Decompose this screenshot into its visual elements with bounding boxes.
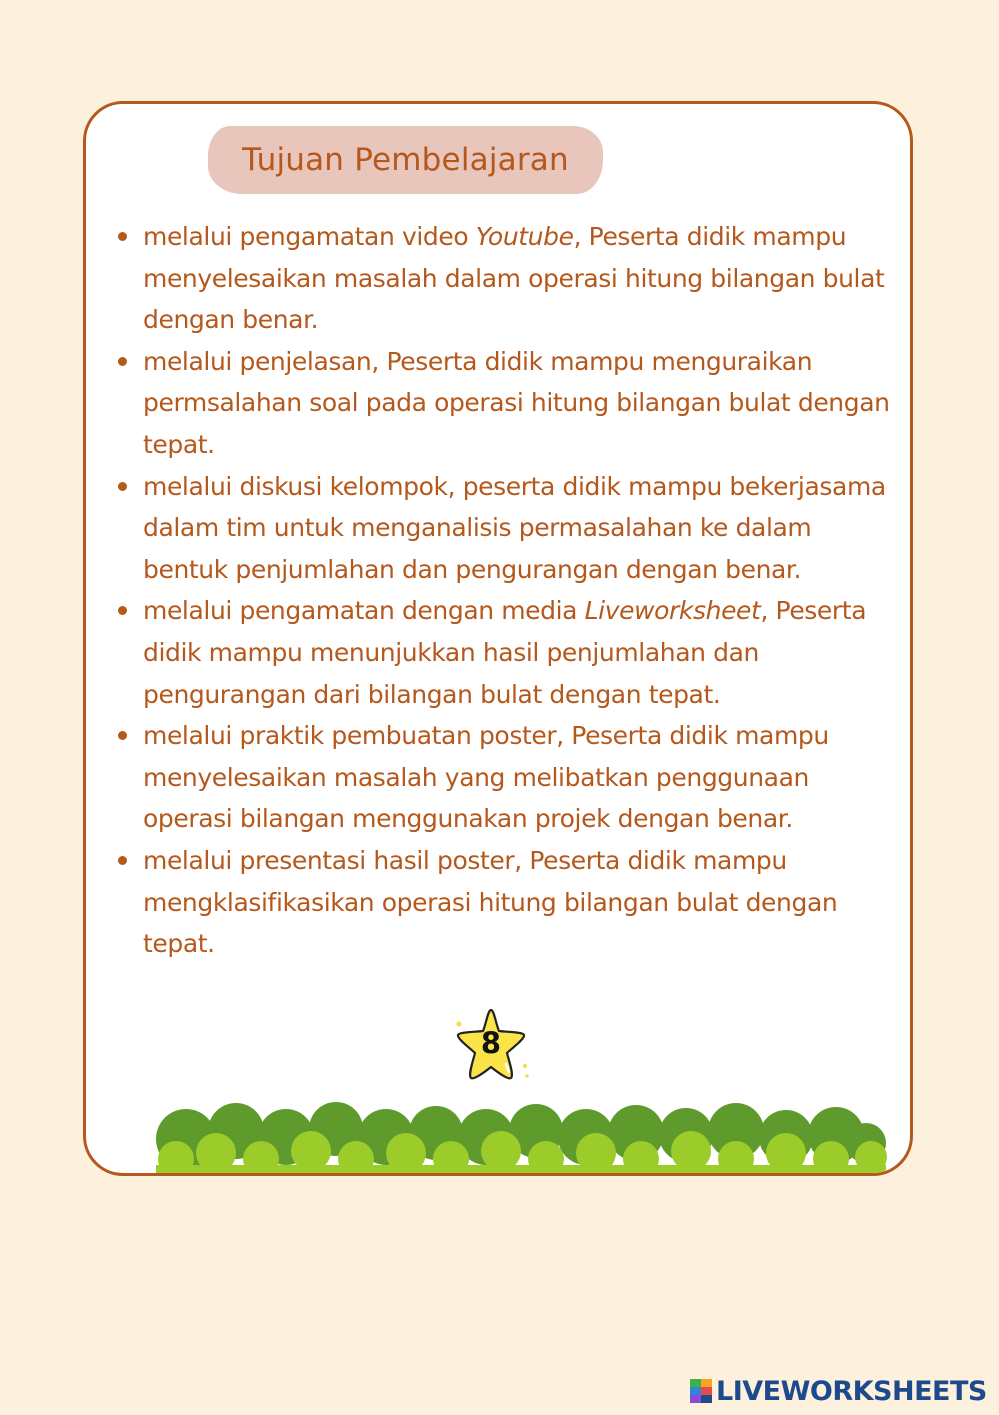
- list-item: melalui praktik pembuatan poster, Peserta didik mampu menyelesaikan masalah yang melibatkan penggunaan operasi bilangan menggunakan projek dengan benar.: [116, 715, 896, 840]
- objectives-list: [116, 216, 896, 965]
- page-number: 8: [480, 1026, 502, 1060]
- liveworksheets-logo-icon: [690, 1379, 712, 1403]
- content-card: [83, 101, 913, 1176]
- list-item: melalui pengamatan dengan media Liveworksheet, Peserta didik mampu menunjukkan hasil penjumlahan dan pengurangan dari bilangan bulat dengan tepat.: [116, 590, 896, 715]
- list-item: melalui pengamatan video Youtube, Peserta didik mampu menyelesaikan masalah dalam operasi hitung bilangan bulat dengan benar.: [116, 216, 896, 341]
- page-title: Tujuan Pembelajaran: [242, 142, 569, 178]
- page-number-badge: [451, 1004, 531, 1084]
- title-banner: [208, 126, 603, 194]
- watermark-text: LIVEWORKSHEETS: [716, 1375, 987, 1407]
- liveworksheets-watermark: [690, 1375, 990, 1407]
- bushes-decoration: [86, 1093, 910, 1173]
- list-item: melalui diskusi kelompok, peserta didik mampu bekerjasama dalam tim untuk menganalisis permasalahan ke dalam bentuk penjumlahan dan pengurangan dengan benar.: [116, 466, 896, 591]
- list-item: melalui penjelasan, Peserta didik mampu menguraikan permsalahan soal pada operasi hitung bilangan bulat dengan tepat.: [116, 341, 896, 466]
- list-item: melalui presentasi hasil poster, Peserta didik mampu mengklasifikasikan operasi hitung bilangan bulat dengan tepat.: [116, 840, 896, 965]
